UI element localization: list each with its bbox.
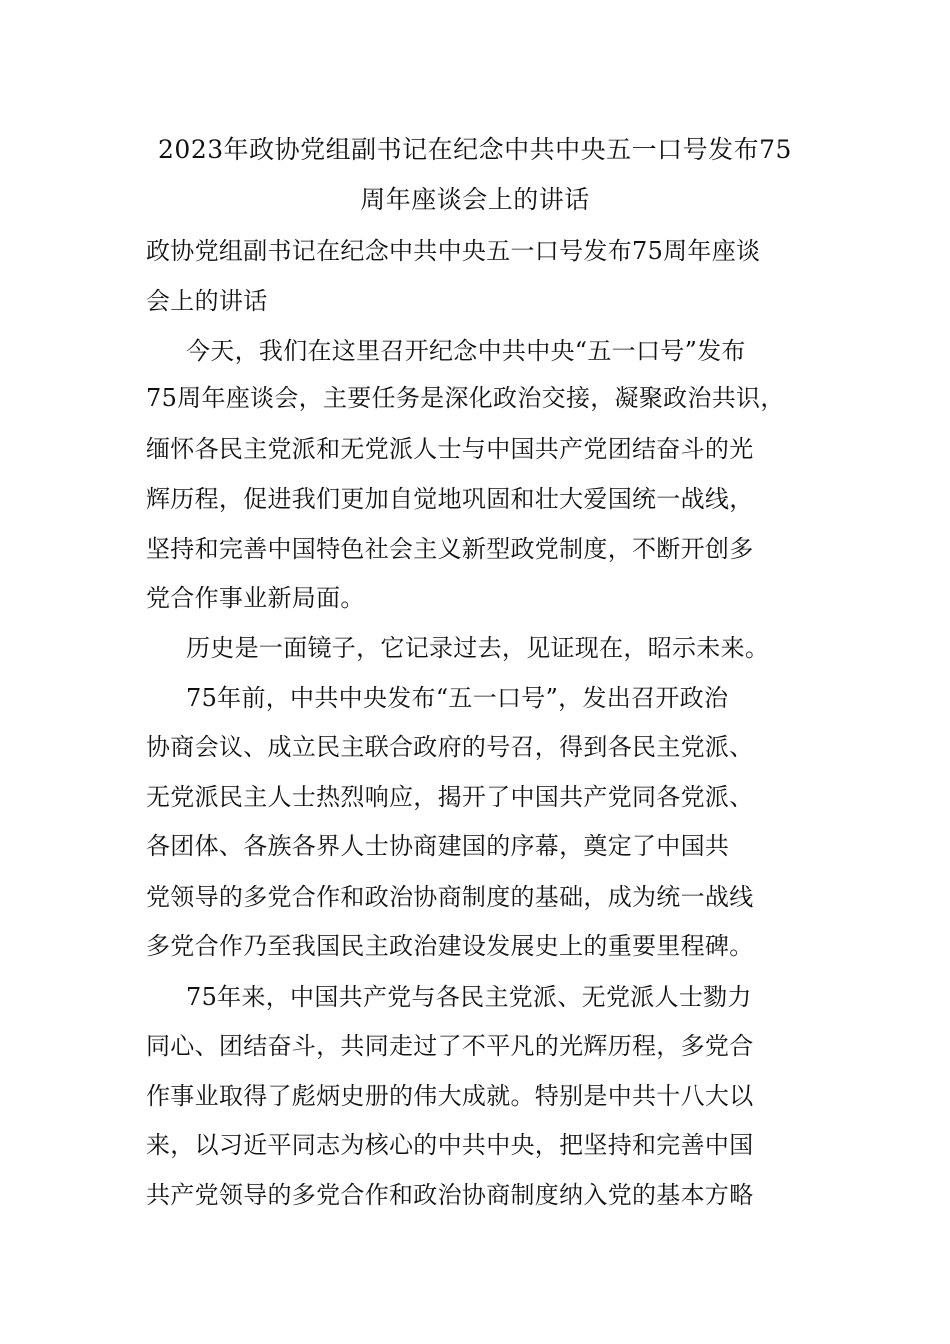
subtitle-line-1: 政协党组副书记在纪念中共中央五一口号发布75周年座谈 [146, 237, 761, 265]
paragraph-4-line-5: 共产党领导的多党合作和政治协商制度纳入党的基本方略 [146, 1181, 754, 1209]
title-line-1: 2023年政协党组副书记在纪念中共中央五一口号发布75 [158, 135, 792, 164]
paragraph-1-line-3: 缅怀各民主党派和无党派人士与中国共产党团结奋斗的光 [146, 435, 754, 463]
paragraph-3-line-6: 多党合作乃至我国民主政治建设发展史上的重要里程碑。 [146, 932, 754, 960]
paragraph-4-line-1: 75年来，中国共产党与各民主党派、无党派人士勠力 [186, 983, 752, 1011]
paragraph-3-line-2: 协商会议、成立民主联合政府的号召，得到各民主党派、 [146, 733, 754, 761]
paragraph-1-line-6: 党合作事业新局面。 [146, 584, 365, 612]
paragraph-2-line-1: 历史是一面镜子，它记录过去，见证现在，昭示未来。 [186, 634, 770, 662]
paragraph-1-line-1: 今天，我们在这里召开纪念中共中央“五一口号”发布 [186, 337, 746, 365]
paragraph-3-line-4: 各团体、各族各界人士协商建国的序幕，奠定了中国共 [146, 832, 730, 860]
paragraph-4-line-4: 来，以习近平同志为核心的中共中央，把坚持和完善中国 [146, 1131, 754, 1159]
paragraph-3-line-5: 党领导的多党合作和政治协商制度的基础，成为统一战线 [146, 883, 754, 911]
paragraph-1-line-4: 辉历程，促进我们更加自觉地巩固和壮大爱国统一战线， [146, 485, 754, 513]
paragraph-1-line-5: 坚持和完善中国特色社会主义新型政党制度，不断开创多 [146, 535, 754, 563]
paragraph-1-line-2: 75周年座谈会，主要任务是深化政治交接，凝聚政治共识， [146, 384, 785, 412]
title-line-2: 周年座谈会上的讲话 [360, 185, 590, 214]
paragraph-3-line-1: 75年前，中共中央发布“五一口号”，发出召开政治 [186, 684, 729, 712]
subtitle-line-2: 会上的讲话 [146, 287, 268, 315]
paragraph-3-line-3: 无党派民主人士热烈响应，揭开了中国共产党同各党派、 [146, 783, 754, 811]
paragraph-4-line-3: 作事业取得了彪炳史册的伟大成就。特别是中共十八大以 [146, 1082, 754, 1110]
paragraph-4-line-2: 同心、团结奋斗，共同走过了不平凡的光辉历程，多党合 [146, 1032, 754, 1060]
